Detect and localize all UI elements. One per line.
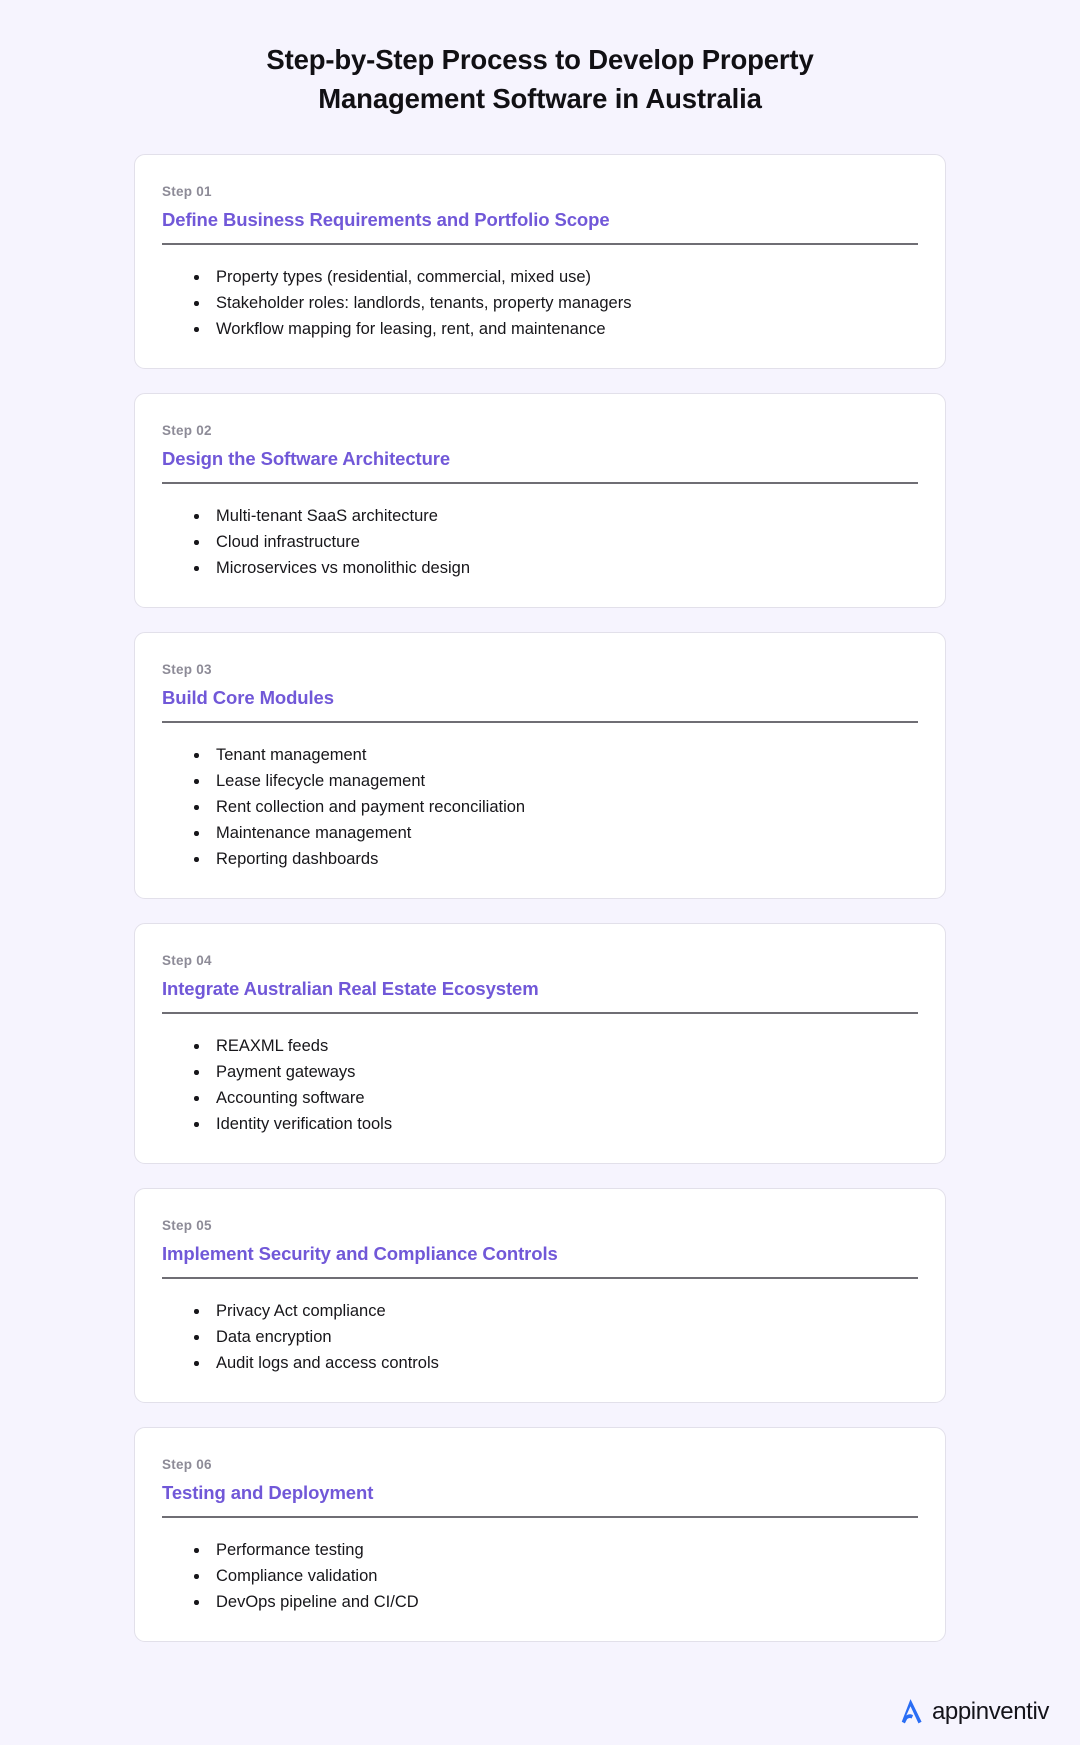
- step-card: [134, 393, 946, 608]
- page-title-line-1: Step-by-Step Process to Develop Property: [266, 44, 814, 75]
- step-number-label: Step 04: [162, 953, 212, 968]
- step-bullet-item: Multi-tenant SaaS architecture: [190, 503, 918, 529]
- step-bullet-item: Identity verification tools: [190, 1111, 918, 1137]
- step-bullet-list: [162, 503, 918, 581]
- step-card: [134, 154, 946, 369]
- step-bullet-item: Privacy Act compliance: [190, 1298, 918, 1324]
- step-bullet-item: Maintenance management: [190, 820, 918, 846]
- step-bullet-item: Tenant management: [190, 742, 918, 768]
- step-bullet-list: [162, 1537, 918, 1615]
- step-number-label: Step 05: [162, 1218, 212, 1233]
- step-bullet-item: Performance testing: [190, 1537, 918, 1563]
- step-bullet-item: Data encryption: [190, 1324, 918, 1350]
- step-number-label: Step 06: [162, 1457, 212, 1472]
- step-bullet-list: [162, 742, 918, 872]
- page-title-line-2: Management Software in Australia: [318, 83, 762, 114]
- page-title-container: [0, 0, 1080, 118]
- step-bullet-item: Cloud infrastructure: [190, 529, 918, 555]
- step-bullet-list: [162, 1298, 918, 1376]
- step-card: [134, 1427, 946, 1642]
- step-card: [134, 632, 946, 899]
- step-divider: [162, 1516, 918, 1518]
- step-number-label: Step 01: [162, 184, 212, 199]
- step-divider: [162, 243, 918, 245]
- step-heading: Design the Software Architecture: [162, 448, 451, 469]
- appinventiv-a-arrow-icon: [894, 1695, 927, 1728]
- step-heading: Build Core Modules: [162, 687, 334, 708]
- step-heading: Define Business Requirements and Portfolio Scope: [162, 209, 610, 230]
- step-bullet-list: [162, 1033, 918, 1137]
- step-number-label: Step 02: [162, 423, 212, 438]
- step-bullet-item: Workflow mapping for leasing, rent, and maintenance: [190, 316, 918, 342]
- step-bullet-item: Rent collection and payment reconciliation: [190, 794, 918, 820]
- step-bullet-item: Reporting dashboards: [190, 846, 918, 872]
- step-card: [134, 923, 946, 1164]
- step-divider: [162, 1012, 918, 1014]
- step-bullet-list: [162, 264, 918, 342]
- step-divider: [162, 721, 918, 723]
- step-divider: [162, 1277, 918, 1279]
- step-heading: Integrate Australian Real Estate Ecosystem: [162, 978, 539, 999]
- step-bullet-item: Payment gateways: [190, 1059, 918, 1085]
- step-card: [134, 1188, 946, 1403]
- step-bullet-item: Microservices vs monolithic design: [190, 555, 918, 581]
- step-bullet-item: Audit logs and access controls: [190, 1350, 918, 1376]
- step-bullet-item: DevOps pipeline and CI/CD: [190, 1589, 918, 1615]
- step-heading: Testing and Deployment: [162, 1482, 374, 1503]
- step-bullet-item: Stakeholder roles: landlords, tenants, property managers: [190, 290, 918, 316]
- step-heading: Implement Security and Compliance Controls: [162, 1243, 558, 1264]
- step-bullet-item: Compliance validation: [190, 1563, 918, 1589]
- brand-footer: [894, 1695, 1049, 1728]
- step-bullet-item: REAXML feeds: [190, 1033, 918, 1059]
- step-bullet-item: Accounting software: [190, 1085, 918, 1111]
- step-number-label: Step 03: [162, 662, 212, 677]
- page-title: [120, 40, 960, 118]
- step-bullet-item: Lease lifecycle management: [190, 768, 918, 794]
- steps-list: [0, 154, 1080, 1642]
- step-bullet-item: Property types (residential, commercial, mixed use): [190, 264, 918, 290]
- step-divider: [162, 482, 918, 484]
- brand-name: appinventiv: [931, 1697, 1049, 1725]
